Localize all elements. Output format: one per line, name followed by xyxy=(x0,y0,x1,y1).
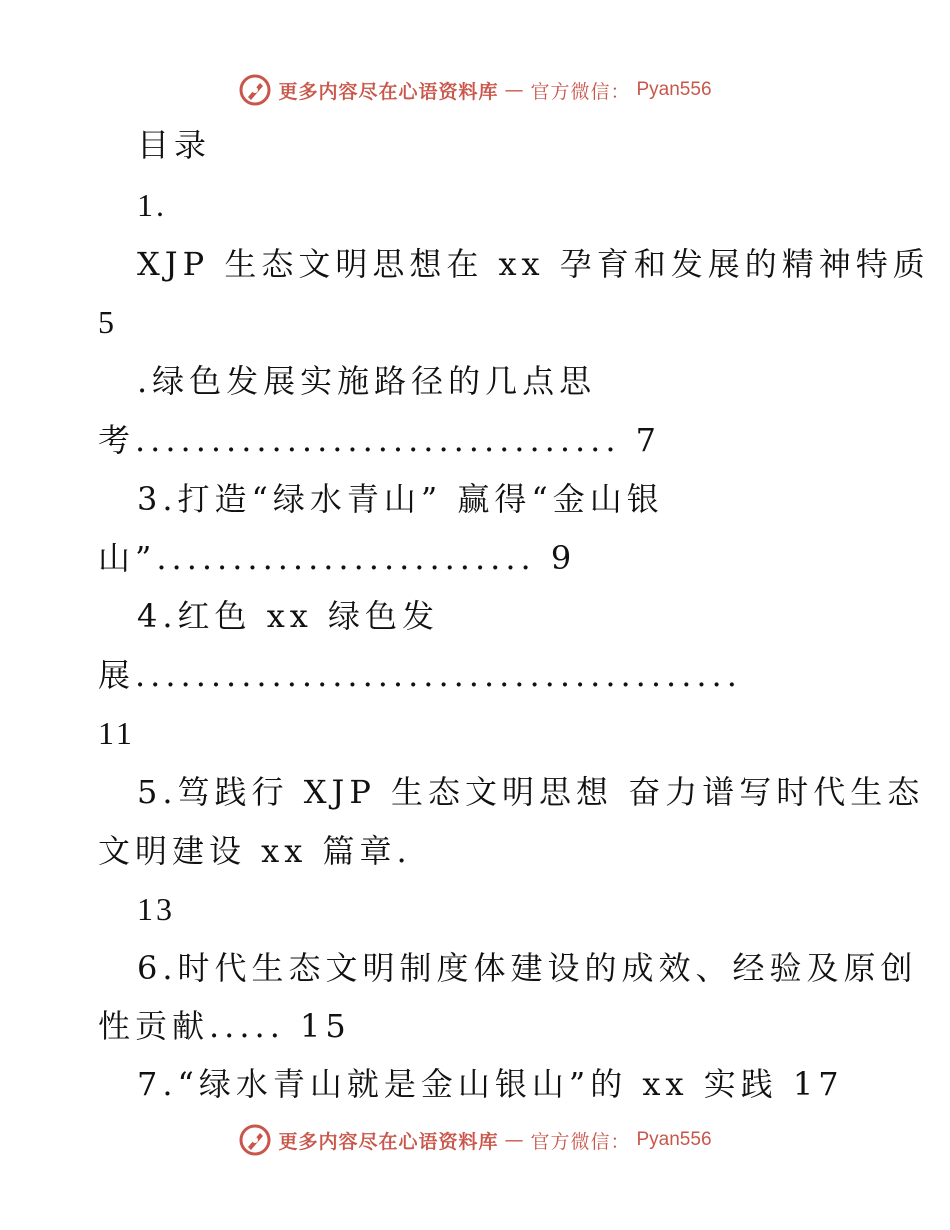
toc-line: 文明建设 xx 篇章. xyxy=(98,832,412,870)
toc-line: 性贡献..... 15 xyxy=(98,1007,351,1045)
watermark-dash: — xyxy=(504,1129,525,1151)
toc-line: XJP 生态文明思想在 xx 孕育和发展的精神特质 xyxy=(137,245,930,283)
toc-line: 4.红色 xx 绿色发 xyxy=(137,597,439,635)
watermark-dash: — xyxy=(504,79,525,101)
toc-page-number: 5 xyxy=(98,304,117,340)
toc-line: 6.时代生态文明制度体建设的成效、经验及原创 xyxy=(137,949,918,987)
watermark-sub-text: 官方微信： xyxy=(530,80,631,103)
watermark-wechat-id: Pyan556 xyxy=(636,79,712,100)
toc-line: 山”......................... 9 xyxy=(98,539,577,577)
toc-title: 目录 xyxy=(137,126,212,164)
toc-page-number: 11 xyxy=(98,715,135,751)
toc-line: 展........................................ xyxy=(98,656,742,694)
toc-line: 7.“绿水青山就是金山银山”的 xx 实践 17 xyxy=(137,1065,844,1103)
pen-logo-icon xyxy=(238,73,272,107)
watermark-sub-text: 官方微信： xyxy=(530,1130,631,1153)
toc-line: .绿色发展实施路径的几点思 xyxy=(137,362,597,400)
toc-line: 3.打造“绿水青山” 赢得“金山银 xyxy=(137,480,664,518)
watermark-wechat-id: Pyan556 xyxy=(636,1129,712,1150)
watermark-main-text: 更多内容尽在心语资料库 xyxy=(278,80,499,103)
watermark-main-text: 更多内容尽在心语资料库 xyxy=(278,1130,499,1153)
toc-line: 1. xyxy=(137,187,167,223)
toc-line: 5.笃践行 XJP 生态文明思想 奋力谱写时代生态 xyxy=(137,773,925,811)
watermark-footer xyxy=(0,1120,950,1160)
toc-line: 考................................ 7 xyxy=(98,421,662,459)
pen-logo-icon xyxy=(238,1123,272,1157)
watermark-header xyxy=(0,70,950,110)
toc-page-number: 13 xyxy=(137,891,175,927)
